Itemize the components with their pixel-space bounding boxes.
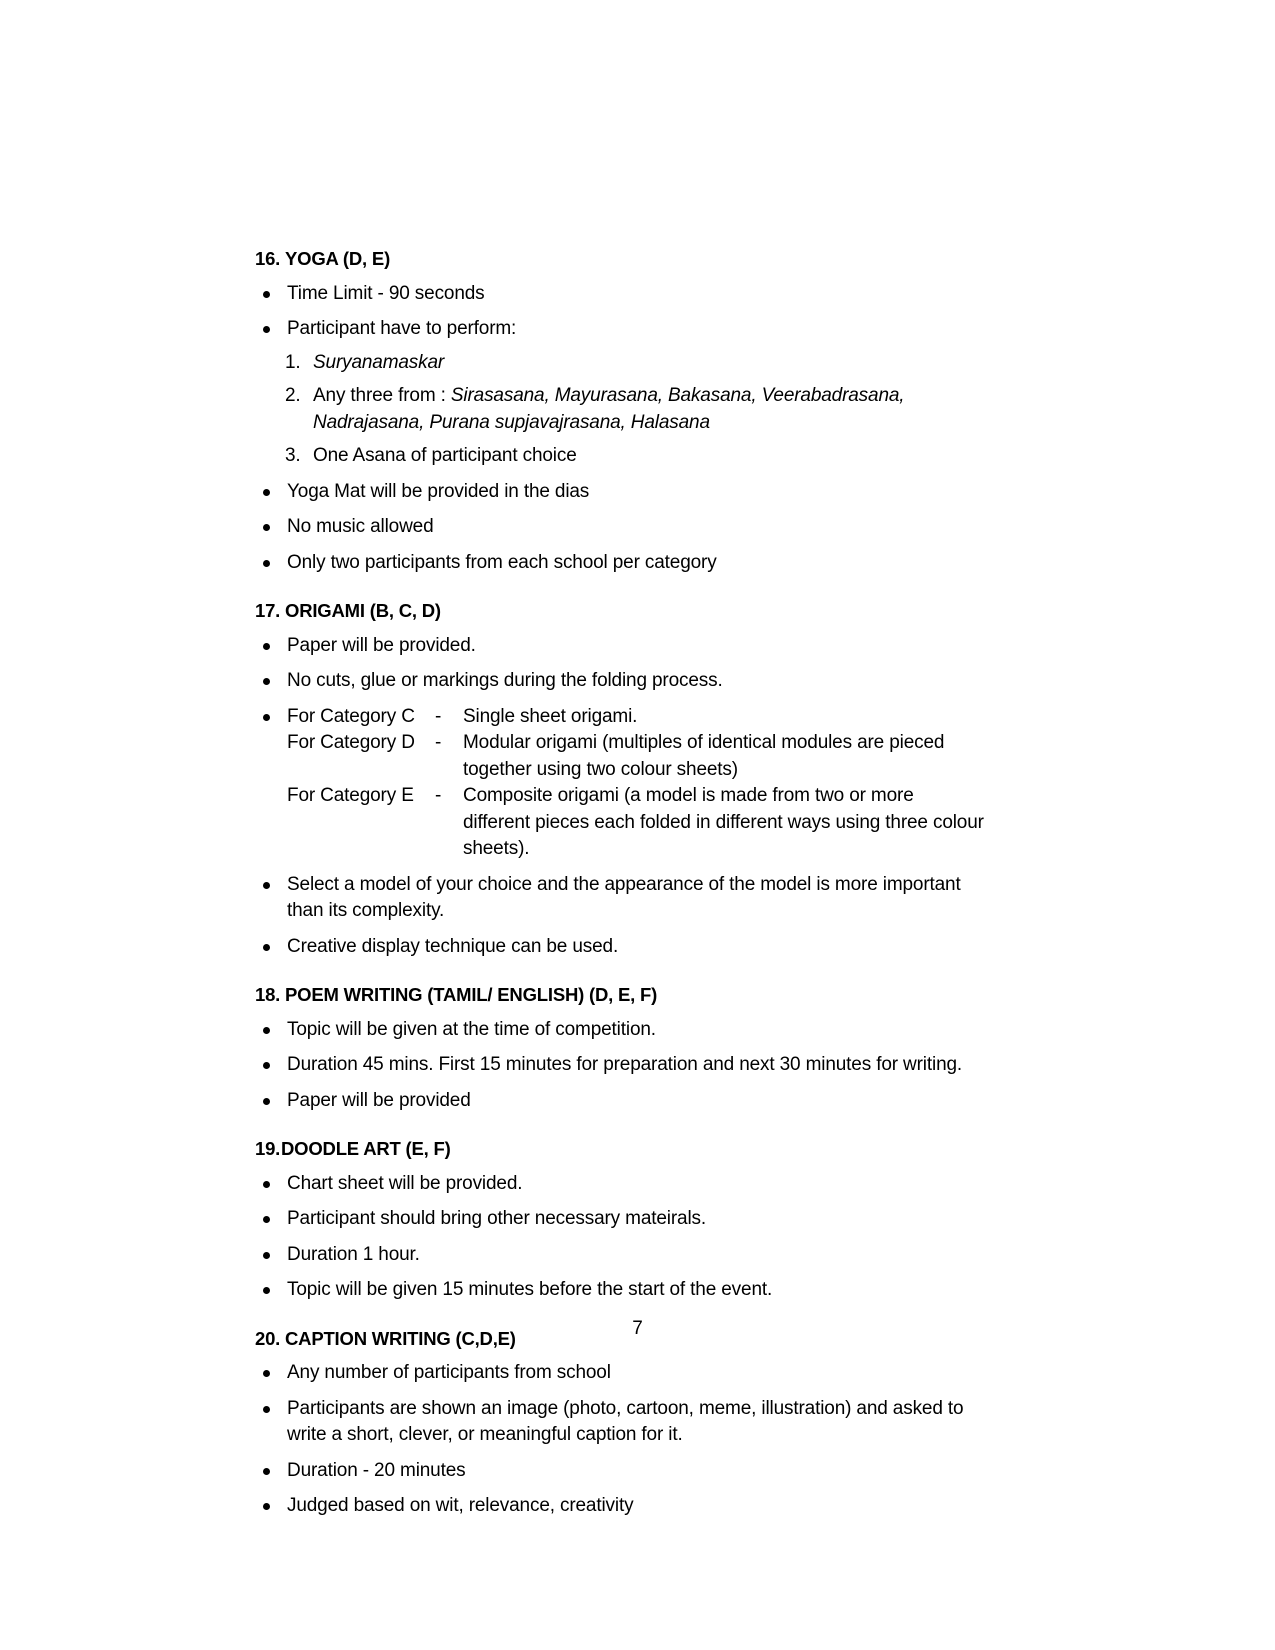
section-heading-yoga xyxy=(255,250,985,269)
list-item xyxy=(255,514,985,541)
list-item-text: Any number of participants from school xyxy=(287,1362,611,1383)
section-number: 19. xyxy=(255,1138,281,1159)
category-dash: - xyxy=(435,705,442,727)
numbered-item xyxy=(255,383,985,436)
list-item xyxy=(255,316,985,343)
bullet-dot-icon xyxy=(263,291,270,298)
category-dash: - xyxy=(435,785,442,806)
category-description: Composite origami (a model is made from two or more different pieces each folded in different ways using three colour sheets). xyxy=(463,785,984,859)
category-dash: - xyxy=(435,732,442,753)
list-item xyxy=(255,479,985,506)
list-item-text: Topic will be given at the time of competition. xyxy=(287,1018,656,1040)
table-row xyxy=(287,704,985,731)
numbered-item-asanas-line2: Nadrajasana, Purana supjavajrasana, Halasana xyxy=(313,411,710,433)
bullet-dot-icon xyxy=(263,1098,270,1105)
numbered-item-text: One Asana of participant choice xyxy=(313,445,577,466)
list-item-text: Duration 1 hour. xyxy=(287,1243,420,1265)
numbered-item-lead: Any three from : xyxy=(313,385,451,406)
section-heading-poem-writing xyxy=(255,986,985,1005)
yoga-bullet-list-bottom xyxy=(255,479,985,577)
origami-bullet-list-top xyxy=(255,633,985,961)
list-item-text: No cuts, glue or markings during the folding process. xyxy=(287,670,723,691)
section-heading-origami xyxy=(255,602,985,621)
item-number: 1. xyxy=(285,351,301,373)
yoga-bullet-list-top xyxy=(255,281,985,343)
list-item-text: Participants are shown an image (photo, cartoon, meme, illustration) and asked to write a short, clever, or meaningful caption for it. xyxy=(287,1397,964,1445)
bullet-dot-icon xyxy=(263,1287,270,1294)
bullet-dot-icon xyxy=(263,1216,270,1223)
page-number: 7 xyxy=(632,1318,643,1339)
table-row xyxy=(287,783,985,863)
bullet-dot-icon xyxy=(263,489,270,496)
list-item-text: Duration 45 mins. First 15 minutes for preparation and next 30 minutes for writing. xyxy=(287,1054,963,1075)
list-item xyxy=(255,281,985,308)
bullet-dot-icon xyxy=(263,1406,270,1413)
section-heading-doodle-art xyxy=(255,1140,985,1159)
origami-category-table xyxy=(287,704,985,863)
list-item-text: Paper will be provided. xyxy=(287,634,476,656)
bullet-dot-icon xyxy=(263,678,270,685)
yoga-numbered-list xyxy=(255,350,985,470)
bullet-dot-icon xyxy=(263,1062,270,1069)
list-item xyxy=(255,1277,985,1304)
list-item xyxy=(255,1052,985,1079)
list-item-text: Participant should bring other necessary mateirals. xyxy=(287,1208,707,1229)
table-row xyxy=(287,730,985,783)
list-item xyxy=(255,872,985,925)
numbered-item xyxy=(255,443,985,470)
doodle-art-bullet-list xyxy=(255,1171,985,1304)
poem-writing-bullet-list xyxy=(255,1017,985,1115)
list-item xyxy=(255,1493,985,1520)
list-item-categories xyxy=(255,704,985,863)
list-item-text: Topic will be given 15 minutes before the start of the event. xyxy=(287,1279,773,1300)
section-number: 18. xyxy=(255,984,281,1005)
bullet-dot-icon xyxy=(263,882,270,889)
bullet-dot-icon xyxy=(263,1027,270,1034)
bullet-dot-icon xyxy=(263,1181,270,1188)
bullet-dot-icon xyxy=(263,1468,270,1475)
category-label: For Category D xyxy=(287,732,415,753)
bullet-dot-icon xyxy=(263,1370,270,1377)
list-item-text: Paper will be provided xyxy=(287,1089,471,1111)
section-number: 17. xyxy=(255,600,281,621)
list-item xyxy=(255,1242,985,1269)
section-number: 20. xyxy=(255,1327,281,1349)
list-item-text: No music allowed xyxy=(287,516,434,537)
list-item-text: Creative display technique can be used. xyxy=(287,935,619,957)
bullet-dot-icon xyxy=(263,1503,270,1510)
list-item xyxy=(255,668,985,695)
category-label: For Category E xyxy=(287,785,414,806)
list-item xyxy=(255,1017,985,1044)
list-item xyxy=(255,1458,985,1485)
section-title: YOGA (D, E) xyxy=(285,248,391,269)
bullet-dot-icon xyxy=(263,643,270,650)
caption-writing-bullet-list xyxy=(255,1360,985,1520)
bullet-dot-icon xyxy=(263,1252,270,1259)
numbered-item-text: Suryanamaskar xyxy=(313,351,445,373)
bullet-dot-icon xyxy=(263,944,270,951)
bullet-dot-icon xyxy=(263,714,270,721)
list-item-text: Chart sheet will be provided. xyxy=(287,1172,523,1194)
list-item xyxy=(255,1171,985,1198)
numbered-item xyxy=(255,350,985,377)
item-number: 3. xyxy=(285,445,301,466)
list-item-text: Only two participants from each school per category xyxy=(287,551,717,573)
list-item-text: Time Limit - 90 seconds xyxy=(287,282,485,304)
category-description: Modular origami (multiples of identical modules are pieced together using two colour sheets) xyxy=(463,732,945,780)
item-number: 2. xyxy=(285,385,301,406)
bullet-dot-icon xyxy=(263,560,270,567)
list-item xyxy=(255,1360,985,1387)
section-title: CAPTION WRITING (C,D,E) xyxy=(285,1327,516,1349)
bullet-dot-icon xyxy=(263,524,270,531)
section-title: ORIGAMI (B, C, D) xyxy=(285,600,441,621)
list-item xyxy=(255,1206,985,1233)
list-item-text: Duration - 20 minutes xyxy=(287,1459,466,1481)
section-title: DOODLE ART (E, F) xyxy=(281,1138,451,1159)
section-title: POEM WRITING (TAMIL/ ENGLISH) (D, E, F) xyxy=(285,984,658,1005)
category-description: Single sheet origami. xyxy=(463,705,638,727)
list-item-text: Yoga Mat will be provided in the dias xyxy=(287,480,590,502)
list-item xyxy=(255,934,985,961)
section-number: 16. xyxy=(255,248,281,269)
numbered-item-asanas-line1: Sirasasana, Mayurasana, Bakasana, Veerabadrasana, xyxy=(450,385,905,406)
list-item-text: Judged based on wit, relevance, creativity xyxy=(287,1495,634,1516)
list-item xyxy=(255,1088,985,1115)
list-item-text: Select a model of your choice and the appearance of the model is more important than its complexity. xyxy=(287,873,961,921)
list-item xyxy=(255,550,985,577)
list-item-text: Participant have to perform: xyxy=(287,318,517,339)
list-item xyxy=(255,1396,985,1449)
bullet-dot-icon xyxy=(263,326,270,333)
category-label: For Category C xyxy=(287,705,415,727)
list-item xyxy=(255,633,985,660)
